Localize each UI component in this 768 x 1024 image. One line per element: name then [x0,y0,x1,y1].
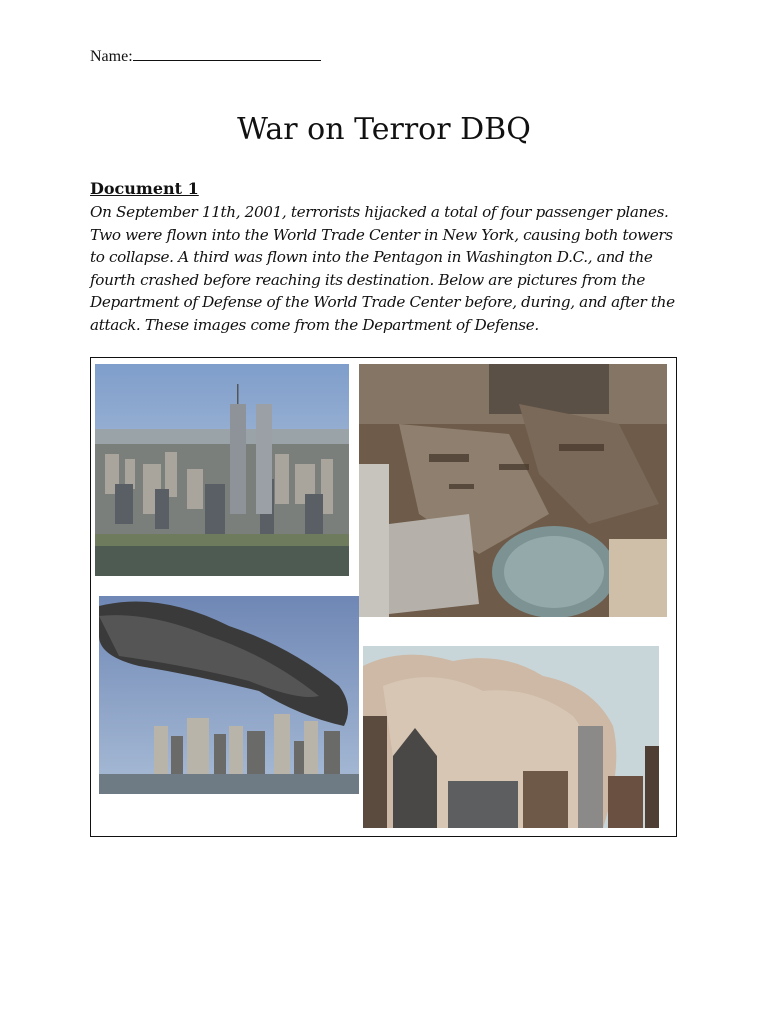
name-label: Name: [90,48,133,65]
document-heading: Document 1 [90,179,199,198]
name-field [90,44,321,66]
page-title: War on Terror DBQ [237,112,531,147]
photo-wtc-smoke-skyline [99,596,359,794]
photo-wtc-dust-cloud [363,646,659,828]
photo-wtc-before [95,364,349,576]
document-description: On September 11th, 2001, terrorists hijacked a total of four passenger planes. Two were flown into the World Trade Center in New York, causing both towers to collapse. A third was flown into the Pentagon in Washington D.C., and the fourth crashed before reaching its destination. Below are pictures from the Department of Defense of the World Trade Center before, during, and after the attack. These images come from the Department of Defense. [90,203,675,334]
photo-collage-frame [90,357,677,837]
photo-wtc-rubble-aerial [359,364,667,617]
name-blank-line [133,44,321,61]
